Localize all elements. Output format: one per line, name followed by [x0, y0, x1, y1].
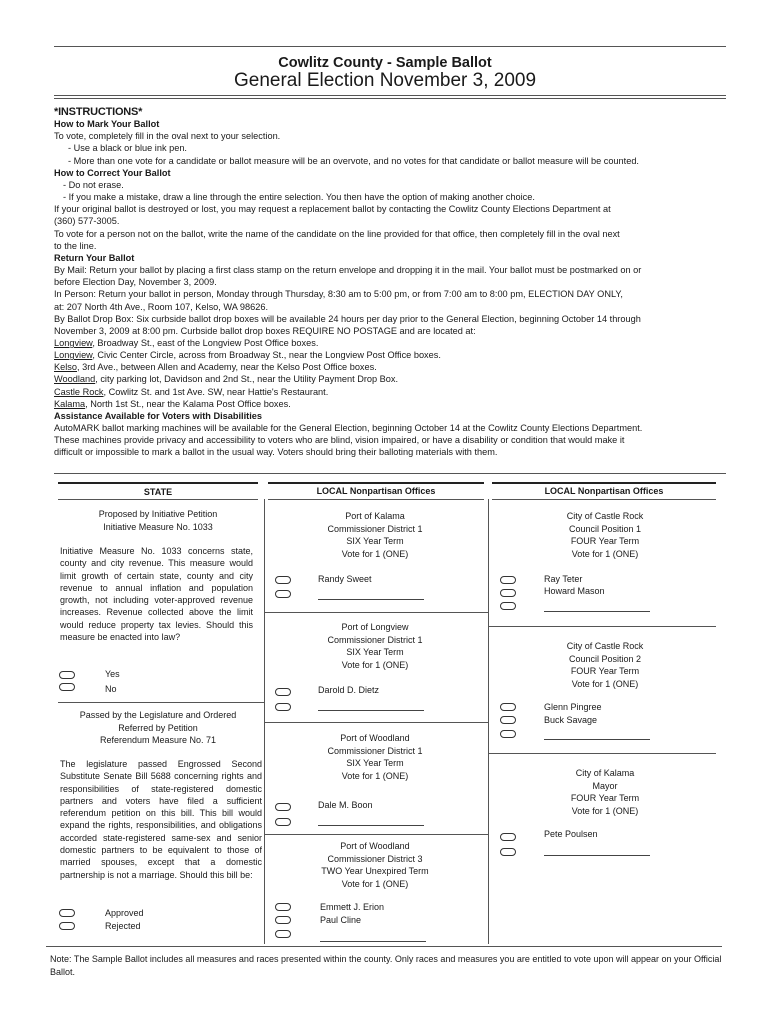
vote-oval-write-in[interactable] — [275, 703, 291, 711]
port-longview-header — [290, 621, 460, 671]
measure-1033-line2: Initiative Measure No. 1033 — [103, 521, 213, 532]
option-approved: Approved — [105, 908, 144, 918]
race-divider — [488, 626, 716, 627]
port-kalama-header — [290, 510, 460, 560]
vote-oval-randy-sweet[interactable] — [275, 576, 291, 584]
dropbox-item — [54, 373, 722, 385]
vote-oval-no[interactable] — [59, 683, 75, 691]
measure-71-line3: Referendum Measure No. 71 — [99, 735, 217, 745]
race-line: Port of Kalama — [345, 511, 405, 521]
kalama-mayor-header — [520, 767, 690, 817]
vote-oval-write-in[interactable] — [275, 930, 291, 938]
dropbox-item — [54, 337, 722, 349]
footer-rule — [46, 946, 722, 947]
race-line: Port of Woodland — [340, 841, 410, 851]
race-line: SIX Year Term — [346, 647, 404, 657]
race-line: Council Position 1 — [568, 523, 642, 534]
race-line: City of Castle Rock — [566, 511, 644, 521]
assistance-line: difficult or impossible to mark a ballot in the usual way. Voters should bring their balloting materials with them. — [54, 447, 498, 458]
race-divider — [264, 834, 488, 835]
column-divider — [488, 499, 489, 944]
castle-rock-1-header — [520, 510, 690, 560]
instr-line: - Use a black or blue ink pen. — [68, 143, 187, 154]
write-in-line[interactable] — [318, 710, 424, 711]
header-rule-1 — [54, 95, 726, 96]
dropbox-place: Kalama — [54, 398, 86, 409]
ballot-title: Cowlitz County - Sample Ballot — [278, 55, 492, 71]
instr-line: before Election Day, November 3, 2009. — [54, 277, 217, 288]
option-rejected: Rejected — [105, 921, 141, 931]
assistance-line: AutoMARK ballot marking machines will be available for the General Election, beginning October 14 at the Cowlitz County Elections Department. — [54, 423, 643, 434]
instr-line: By Ballot Drop Box: Six curbside ballot drop boxes will be available 24 hours per day prior to the General Election, beginning October 14 through — [54, 313, 641, 324]
candidate-pete-poulsen: Pete Poulsen — [544, 829, 598, 839]
local1-header-underline — [268, 499, 484, 500]
race-line: FOUR Year Term — [570, 793, 640, 803]
instr-line: - Do not erase. — [63, 179, 124, 190]
vote-oval-pete-poulsen[interactable] — [500, 833, 516, 841]
state-divider — [58, 702, 264, 703]
candidate-howard-mason: Howard Mason — [544, 586, 605, 596]
race-line: City of Castle Rock — [566, 641, 644, 651]
race-line: Commissioner District 1 — [327, 523, 423, 534]
race-line: Vote for 1 (ONE) — [341, 659, 409, 670]
instr-line: By Mail: Return your ballot by placing a first class stamp on the return envelope and dropping it in the mail. Your ballot must be postmarked on or — [54, 265, 642, 276]
dropbox-item — [54, 361, 722, 373]
vote-oval-paul-cline[interactable] — [275, 916, 291, 924]
assistance-heading: Assistance Available for Voters with Disabilities — [54, 410, 262, 421]
instr-line: How to Mark Your Ballot — [54, 119, 160, 130]
instr-line: How to Correct Your Ballot — [54, 167, 171, 178]
instr-line: In Person: Return your ballot in person, Monday through Thursday, 8:30 am to 5:00 pm, or from 7:00 am to 8:00 pm, ELECTION DAY ONLY, — [54, 289, 623, 300]
race-line: TWO Year Unexpired Term — [321, 866, 429, 876]
race-line: SIX Year Term — [346, 758, 404, 768]
write-in-line[interactable] — [320, 941, 426, 942]
vote-oval-howard-mason[interactable] — [500, 589, 516, 597]
race-line: Port of Longview — [341, 622, 409, 632]
state-column-header: STATE — [143, 487, 173, 497]
write-in-line[interactable] — [544, 855, 650, 856]
option-no: No — [105, 684, 117, 694]
candidate-dale-boon: Dale M. Boon — [318, 800, 373, 810]
instr-line: at: 207 North 4th Ave., Room 107, Kelso, WA 98626. — [54, 301, 268, 312]
instr-line: - If you make a mistake, draw a line through the entire selection. You then have the option of making another choice. — [63, 192, 535, 203]
dropbox-detail: , Broadway St., east of the Longview Post Office boxes. — [92, 337, 319, 348]
dropbox-place: Woodland — [54, 374, 96, 385]
vote-oval-dale-boon[interactable] — [275, 803, 291, 811]
local2-header-rule — [492, 482, 716, 484]
local1-header-rule — [268, 482, 484, 484]
dropbox-item — [54, 398, 722, 410]
vote-oval-write-in[interactable] — [275, 818, 291, 826]
instructions-block — [54, 106, 722, 459]
vote-oval-approved[interactable] — [59, 909, 75, 917]
dropbox-detail: , North 1st St., near the Kalama Post Office boxes. — [85, 398, 291, 409]
measure-71-line2: Referred by Petition — [118, 722, 198, 733]
dropbox-place: Longview — [54, 350, 93, 361]
race-line: Vote for 1 (ONE) — [341, 548, 409, 559]
dropbox-place: Longview — [54, 337, 93, 348]
instructions-heading: *INSTRUCTIONS* — [54, 106, 143, 118]
castle-rock-2-header — [520, 640, 690, 690]
instr-line: To vote for a person not on the ballot, write the name of the candidate on the line provided for that office, then completely fill in the oval next — [54, 228, 620, 239]
vote-oval-emmett-erion[interactable] — [275, 903, 291, 911]
vote-oval-write-in[interactable] — [275, 590, 291, 598]
instr-line: to the line. — [54, 240, 97, 251]
candidate-emmett-erion: Emmett J. Erion — [320, 902, 385, 912]
instr-line: - More than one vote for a candidate or ballot measure will be an overvote, and no votes for that candidate or ballot measure will be counted. — [68, 155, 639, 166]
candidate-randy-sweet: Randy Sweet — [318, 574, 372, 584]
candidate-buck-savage: Buck Savage — [544, 715, 598, 725]
option-yes: Yes — [105, 669, 120, 679]
local1-column-header: LOCAL Nonpartisan Offices — [316, 486, 436, 496]
dropbox-detail: , Civic Center Circle, across from Broadway St., near the Longview Post Office boxes. — [92, 350, 441, 361]
measure-71-header — [58, 709, 258, 747]
race-line: Commissioner District 3 — [327, 853, 423, 864]
assistance-line: These machines provide privacy and accessibility to voters who are blind, vision impaired, or have a disability or condition that would make it — [54, 435, 625, 446]
instructions-bottom-rule — [54, 473, 726, 474]
race-line: Vote for 1 (ONE) — [571, 805, 639, 816]
measure-1033-line1: Proposed by Initiative Petition — [98, 509, 218, 519]
race-line: Commissioner District 1 — [327, 745, 423, 756]
race-line: Port of Woodland — [340, 733, 410, 743]
measure-71-line1: Passed by the Legislature and Ordered — [79, 710, 237, 720]
candidate-paul-cline: Paul Cline — [320, 915, 362, 925]
vote-oval-rejected[interactable] — [59, 922, 75, 930]
race-line: Vote for 1 (ONE) — [571, 678, 639, 689]
instr-line: If your original ballot is destroyed or lost, you may request a replacement ballot by contacting the Cowlitz County Elections Department at — [54, 204, 611, 215]
write-in-line[interactable] — [544, 739, 650, 740]
candidate-ray-teter: Ray Teter — [544, 574, 583, 584]
candidate-glenn-pingree: Glenn Pingree — [544, 702, 602, 712]
ballot-subtitle: General Election November 3, 2009 — [233, 70, 537, 91]
vote-oval-write-in[interactable] — [500, 848, 516, 856]
port-woodland-1-header — [290, 732, 460, 782]
vote-oval-ray-teter[interactable] — [500, 576, 516, 584]
race-line: Mayor — [592, 780, 618, 791]
top-rule — [54, 46, 726, 47]
race-line: Vote for 1 (ONE) — [571, 548, 639, 559]
race-line: Council Position 2 — [568, 653, 642, 664]
measure-71-body: The legislature passed Engrossed Second Substitute Senate Bill 5688 concerning rights and responsibilities of state-registered domestic partners and voters have filed a sufficient referendum petition on this bill. This bill would expand the rights, responsibilities, and obligations accorded state-registered same-sex and senior domestic partners to be equivalent to those of married spouses, except that a domestic partnership is not a marriage. Should this bill be: — [60, 759, 262, 880]
header-rule-2 — [54, 98, 726, 99]
vote-oval-write-in[interactable] — [500, 730, 516, 738]
race-line: FOUR Year Term — [570, 666, 640, 676]
local2-header-underline — [492, 499, 716, 500]
race-line: SIX Year Term — [346, 536, 404, 546]
race-line: City of Kalama — [575, 768, 635, 778]
local2-column-header: LOCAL Nonpartisan Offices — [544, 486, 664, 496]
instr-line: Return Your Ballot — [54, 252, 135, 263]
race-line: Commissioner District 1 — [327, 634, 423, 645]
vote-oval-yes[interactable] — [59, 671, 75, 679]
dropbox-item — [54, 386, 722, 398]
state-header-underline — [58, 499, 258, 500]
measure-1033-header — [58, 508, 258, 533]
race-divider — [488, 753, 716, 754]
write-in-line[interactable] — [318, 825, 424, 826]
write-in-line[interactable] — [318, 599, 424, 600]
write-in-line[interactable] — [544, 611, 650, 612]
state-header-rule — [58, 482, 258, 484]
port-woodland-3-header — [290, 840, 460, 890]
candidate-darold-dietz: Darold D. Dietz — [318, 685, 380, 695]
dropbox-place: Castle Rock — [54, 386, 104, 397]
footer-note: Note: The Sample Ballot includes all measures and races presented within the county. Only races and measures you are entitled to vote upon will appear on your Official Ballot. — [50, 954, 722, 977]
dropbox-place: Kelso — [54, 362, 77, 373]
dropbox-detail: , city parking lot, Davidson and 2nd St., near the Utility Payment Drop Box. — [95, 374, 399, 385]
race-divider — [264, 612, 488, 613]
instr-line: To vote, completely fill in the oval next to your selection. — [54, 131, 281, 142]
dropbox-detail: , 3rd Ave., between Allen and Academy, near the Kelso Post Office boxes. — [76, 362, 377, 373]
race-divider — [264, 722, 488, 723]
vote-oval-buck-savage[interactable] — [500, 716, 516, 724]
dropbox-detail: , Cowlitz St. and 1st Ave. SW, near Hattie's Restaurant. — [103, 386, 329, 397]
race-line: Vote for 1 (ONE) — [341, 770, 409, 781]
vote-oval-write-in[interactable] — [500, 602, 516, 610]
race-line: FOUR Year Term — [570, 536, 640, 546]
vote-oval-darold-dietz[interactable] — [275, 688, 291, 696]
measure-1033-body: Initiative Measure No. 1033 concerns state, county and city revenue. This measure would limit growth of certain state, county and city revenue to annual inflation and population growth, not including voter-approved revenue increases. Revenue collected above the limit would reduce property tax levies. Should this measure be enacted into law? — [60, 546, 253, 643]
instr-line: November 3, 2009 at 8:00 pm. Curbside ballot drop boxes REQUIRE NO POSTAGE and are located at: — [54, 325, 476, 336]
dropbox-item — [54, 349, 722, 361]
race-line: Vote for 1 (ONE) — [341, 878, 409, 889]
instr-line: (360) 577-3005. — [54, 216, 120, 227]
vote-oval-glenn-pingree[interactable] — [500, 703, 516, 711]
